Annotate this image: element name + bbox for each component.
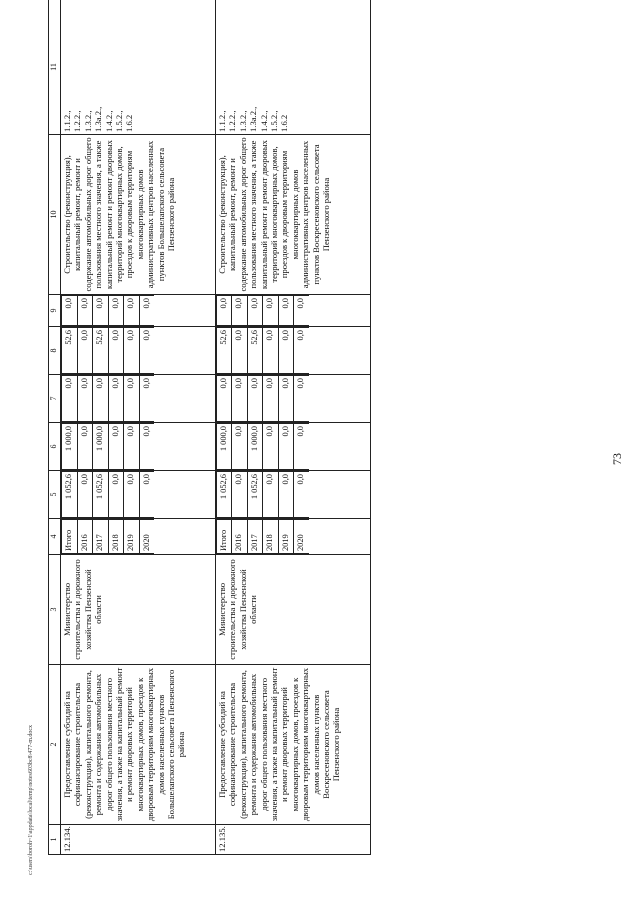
executor: Министерство строительства и дорожного хозяйства Пензенской области <box>215 555 370 665</box>
federal-value: 1 000,0 <box>93 424 109 470</box>
indicators-cell <box>61 0 216 135</box>
federal-value: 0,0 <box>139 424 154 470</box>
other-value: 0,0 <box>62 296 78 326</box>
measures-table <box>48 0 371 855</box>
other-value: 0,0 <box>263 296 279 326</box>
indicator-code: 1.3а.2., <box>93 106 104 132</box>
regional-value: 0,0 <box>232 376 248 422</box>
total-value: 0,0 <box>294 472 309 518</box>
local-value: 0,0 <box>294 328 309 374</box>
total-value: 1 052,6 <box>93 472 109 518</box>
row-number: 12.134. <box>61 825 216 855</box>
year-cell: Итого <box>216 520 232 554</box>
federal-value: 0,0 <box>232 424 248 470</box>
other-value: 0,0 <box>93 296 109 326</box>
year-cell: 2018 <box>263 520 279 554</box>
footer-path: c:\users\boroh~1\appdata\local\temp\notes603bc8\477-m.docx <box>28 724 34 875</box>
other-value: 0,0 <box>232 296 248 326</box>
measure-name: Предоставление субсидий на софинансирование строительства (реконструкции), капитального ремонта, ремонта и содержания автомобильных дорог общего пользования местного значения, а также на капитальный ремонт и ремонт дворовых территорий многоквартирных домов, проездов к дворовым территориям многоквартирных домов населенных пунктов Большелапского сельсовета Пензенского района <box>61 665 216 825</box>
total-value: 0,0 <box>263 472 279 518</box>
local-value: 0,0 <box>263 328 279 374</box>
expected-result: Строительство (реконструкция), капитальный ремонт, ремонт и содержание автомобильных дорог общего пользования местного значения, а также капитальный ремонт и ремонт дворовых территорий многоквартирных домов, проездов к дворовым территориям многоквартирных домов административных центров населенных пунктов Большелапского сельсовета Пензенского района <box>61 135 216 295</box>
indicator-code: 1.5.2., <box>268 110 279 132</box>
total-value: 0,0 <box>77 472 93 518</box>
regional-value: 0,0 <box>93 376 109 422</box>
indicator-code: 1.1.2., <box>62 110 72 132</box>
regional-value: 0,0 <box>278 376 294 422</box>
local-value-cell <box>215 327 370 375</box>
regional-value: 0,0 <box>294 376 309 422</box>
year-cell: 2016 <box>232 520 248 554</box>
local-value: 0,0 <box>232 328 248 374</box>
other-value: 0,0 <box>124 296 140 326</box>
header-cell: 11 <box>49 0 61 135</box>
indicators-cell <box>215 0 370 135</box>
regional-value: 0,0 <box>247 376 263 422</box>
federal-value: 0,0 <box>124 424 140 470</box>
other-value-cell <box>215 295 370 327</box>
total-value-cell <box>215 471 370 519</box>
regional-value: 0,0 <box>139 376 154 422</box>
federal-value: 1 000,0 <box>247 424 263 470</box>
indicator-code: 1.4.2., <box>103 110 114 132</box>
row-number: 12.135. <box>215 825 370 855</box>
total-value: 0,0 <box>108 472 124 518</box>
local-value: 52,6 <box>93 328 109 374</box>
indicator-code: 1.3.2., <box>82 110 93 132</box>
federal-value-cell <box>215 423 370 471</box>
indicator-code: 1.3а.2., <box>248 106 259 132</box>
total-value: 1 052,6 <box>247 472 263 518</box>
total-value-cell <box>61 471 216 519</box>
year-cell: 2016 <box>77 520 93 554</box>
other-value: 0,0 <box>139 296 154 326</box>
other-value: 0,0 <box>216 296 232 326</box>
local-value: 0,0 <box>278 328 294 374</box>
year-cell: 2020 <box>294 520 309 554</box>
total-value: 1 052,6 <box>216 472 232 518</box>
regional-value: 0,0 <box>108 376 124 422</box>
indicator-code: 1.6.2 <box>124 114 135 132</box>
regional-value: 0,0 <box>263 376 279 422</box>
federal-value: 0,0 <box>263 424 279 470</box>
regional-value-cell <box>215 375 370 423</box>
header-cell: 5 <box>49 471 61 519</box>
header-cell: 4 <box>49 519 61 555</box>
federal-value: 0,0 <box>278 424 294 470</box>
local-value-cell <box>61 327 216 375</box>
indicator-code: 1.1.2., <box>216 110 227 132</box>
header-cell: 10 <box>49 135 61 295</box>
total-value: 1 052,6 <box>62 472 78 518</box>
indicator-code: 1.2.2., <box>227 110 238 132</box>
year-cell-cell <box>61 519 216 555</box>
other-value: 0,0 <box>108 296 124 326</box>
header-cell: 8 <box>49 327 61 375</box>
table-row <box>61 0 216 855</box>
indicator-code: 1.6.2 <box>279 114 290 132</box>
local-value: 52,6 <box>247 328 263 374</box>
regional-value: 0,0 <box>62 376 78 422</box>
table-row <box>215 0 370 855</box>
regional-value: 0,0 <box>216 376 232 422</box>
indicator-code: 1.4.2., <box>258 110 269 132</box>
total-value: 0,0 <box>124 472 140 518</box>
indicator-code: 1.2.2., <box>72 110 83 132</box>
page-number: 73 <box>610 453 624 465</box>
local-value: 0,0 <box>108 328 124 374</box>
total-value: 0,0 <box>139 472 154 518</box>
federal-value: 0,0 <box>77 424 93 470</box>
local-value: 52,6 <box>62 328 78 374</box>
year-cell: 2017 <box>93 520 109 554</box>
federal-value: 1 000,0 <box>62 424 78 470</box>
regional-value: 0,0 <box>124 376 140 422</box>
federal-value: 0,0 <box>294 424 309 470</box>
year-cell-cell <box>215 519 370 555</box>
year-cell: 2019 <box>124 520 140 554</box>
header-cell: 3 <box>49 555 61 665</box>
executor: Министерство строительства и дорожного хозяйства Пензенской области <box>61 555 216 665</box>
regional-value: 0,0 <box>77 376 93 422</box>
federal-value: 1 000,0 <box>216 424 232 470</box>
other-value-cell <box>61 295 216 327</box>
year-cell: 2017 <box>247 520 263 554</box>
federal-value: 0,0 <box>108 424 124 470</box>
measure-name: Предоставление субсидий на софинансирование строительства (реконструкции), капитального ремонта, ремонта и содержания автомобильных дорог общего пользования местного значения, а также на капитальный ремонт и ремонт дворовых территорий многоквартирных домов, проездов к дворовым территориям многоквартирных домов населенных пунктов Воскресеновского сельсовета Пензенского района <box>215 665 370 825</box>
other-value: 0,0 <box>294 296 309 326</box>
total-value: 0,0 <box>278 472 294 518</box>
header-cell: 9 <box>49 295 61 327</box>
local-value: 0,0 <box>77 328 93 374</box>
header-cell: 1 <box>49 825 61 855</box>
local-value: 0,0 <box>124 328 140 374</box>
year-cell: 2019 <box>278 520 294 554</box>
header-cell: 7 <box>49 375 61 423</box>
header-row <box>49 0 61 855</box>
year-cell: 2018 <box>108 520 124 554</box>
total-value: 0,0 <box>232 472 248 518</box>
year-cell: Итого <box>62 520 78 554</box>
expected-result: Строительство (реконструкция), капитальный ремонт, ремонт и содержание автомобильных дорог общего пользования местного значения, а также капитальный ремонт и ремонт дворовых территорий многоквартирных домов, проездов к дворовым территориям многоквартирных домов административных центров населенных пунктов Воскресеновского сельсовета Пензенского района <box>215 135 370 295</box>
federal-value-cell <box>61 423 216 471</box>
other-value: 0,0 <box>278 296 294 326</box>
indicator-code: 1.5.2., <box>114 110 125 132</box>
regional-value-cell <box>61 375 216 423</box>
indicator-code: 1.3.2., <box>237 110 248 132</box>
header-cell: 6 <box>49 423 61 471</box>
header-cell: 2 <box>49 665 61 825</box>
other-value: 0,0 <box>247 296 263 326</box>
year-cell: 2020 <box>139 520 154 554</box>
local-value: 0,0 <box>139 328 154 374</box>
local-value: 52,6 <box>216 328 232 374</box>
other-value: 0,0 <box>77 296 93 326</box>
